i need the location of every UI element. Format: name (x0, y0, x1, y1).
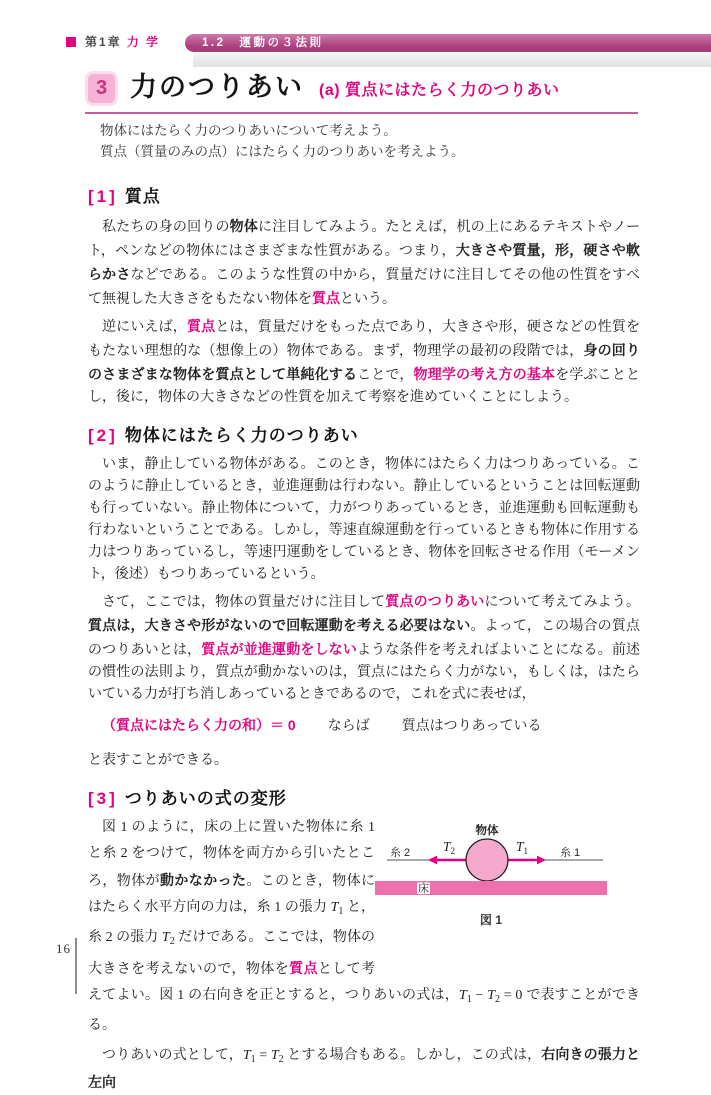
paragraph: 図 1 のように，床の上に置いた物体に糸 1 と糸 2 をつけて，物体を両方から引いたところ，物体が動かなかった。このとき，物体にはたらく水平方向の力は，糸 1 の張力 $T_1$ と，糸 2 の張力 $T_2$ だけである。ここでは，物体の大きさを考えないので，物体を質点として考えてよい。図 1 の右向きを正とすると，つりあいの式は，$T_1 - T_2 = 0$ で表すことができる。 (88, 820, 641, 1033)
chapter-label: 第1章 (85, 35, 122, 49)
lesson-number-badge: 3 (88, 74, 115, 103)
chapter-heading (66, 35, 160, 49)
section-title: 物体にはたらく力のつりあい (124, 426, 359, 445)
bracket: ] (109, 789, 116, 808)
bracket: [ (88, 187, 95, 206)
intro-line: 質点（質量のみの点）にはたらく力のつりあいを考えよう。 (100, 144, 465, 159)
paragraph: 逆にいえば，質点とは，質量だけをもった点であり，大きさや形，硬さなどの性質をもたない理想的な（想像上の）物体である。まず，物理学の最初の段階では，身の回りのさまざまな物体を質点として単純化することで，物理学の考え方の基本を学ぶこととし，後に，物体の大きさなどの性質を加えて考察を進めていくことにしよう。 (88, 318, 641, 405)
figure-1-inner (375, 823, 607, 927)
floor-bar (375, 881, 607, 895)
paragraph: いま，静止している物体がある。このとき，物体にはたらく力はつりあっている。このように静止しているとき，並進運動は行わない。静止しているということは回転運動も行っていない。静止物体について，力がつりあっているとき，並進運動も回転運動も行わないということである。しかし，等速直線運動を行っているときも物体に作用する力はつりあっているし，等速円運動をしているとき、物体を回転させる作用（モーメント，後述）もつりあっているという。 (88, 457, 640, 582)
section-number: 2 (96, 426, 108, 445)
bracket: [ (88, 789, 95, 808)
bracket: ] (109, 187, 116, 206)
figure-object-label: 物体 (475, 825, 499, 837)
arrowhead-right-icon (537, 856, 546, 865)
decorative-gray-bar (193, 53, 711, 67)
page-number: 16 (56, 941, 71, 956)
section-number: 1 (96, 187, 108, 206)
section-force-balance (88, 423, 640, 772)
section-heading (88, 423, 640, 449)
equation-connector: ならば (327, 719, 370, 734)
equation-lhs: （質点にはたらく力の和）＝ 0 (102, 717, 296, 733)
object-circle (466, 839, 508, 881)
paragraph: 私たちの身の回りの物体に注目してみよう。たとえば，机の上にあるテキストやノート，ペンなどの物体にはさまざまな性質がある。つまり，大きさや質量，形，硬さや軟らかさなどである。このような性質の中から，質量だけに注目してその他の性質をすべて無視した大きさをもたない物体を質点という。 (88, 218, 641, 307)
section-equation-transform (88, 786, 640, 1095)
main-text-column (88, 120, 640, 1095)
figure-caption: 図 1 (479, 913, 502, 927)
lesson-title-row (88, 72, 640, 103)
tension-label-t1 (516, 839, 528, 856)
tension-subscript: 1 (523, 846, 529, 856)
arrowhead-left-icon (428, 856, 437, 865)
paragraph: つりあいの式として，$T_1 = T_2$ とする場合もある。しかし，この式は，右向きの張力と左向 (88, 1046, 641, 1090)
footer-vertical-rule (75, 938, 77, 994)
tension-symbol: T (442, 839, 451, 854)
tension-subscript: 2 (450, 846, 456, 856)
lesson-subtitle: (a) 質点にはたらく力のつりあい (319, 82, 560, 99)
lesson-title-text: 力のつりあい (130, 72, 304, 102)
intro-line: 物体にはたらく力のつりあいについて考えよう。 (100, 123, 397, 138)
section-masspoint (88, 184, 640, 409)
title-underline (85, 112, 638, 114)
section-number: 3 (96, 789, 108, 808)
paragraph: さて，ここでは，物体の質量だけに注目して質点のつりあいについて考えてみよう。質点は，大きさや形がないので回転運動を考える必要はない。よって，この場合の質点のつりあいとは，質点が並進運動をしないような条件を考えればよいことになる。前述の慣性の法則より，質点が動かないのは，質点にはたらく力がない，もしくは，はたらいている力が打ち消しあっているときであるので，これを式に表せば， (88, 593, 641, 702)
tension-symbol: T (515, 839, 524, 854)
equation-followup: と表すことができる。 (88, 753, 228, 768)
floor-label: 床 (418, 883, 429, 895)
lesson-intro (100, 120, 640, 162)
string-label-left: 糸 2 (390, 847, 411, 859)
equation-rhs: 質点はつりあっている (401, 719, 542, 734)
equilibrium-equation (88, 714, 640, 738)
chapter-subject: 力 学 (126, 35, 161, 49)
section-heading (88, 184, 640, 210)
section-title: つりあいの式の変形 (124, 789, 287, 808)
bracket: ] (109, 426, 116, 445)
tension-label-t2 (443, 839, 455, 856)
figure-1 (375, 823, 640, 927)
section-banner: 1.2 運動の３法則 (185, 34, 711, 52)
bracket: [ (88, 426, 95, 445)
figure-1-diagram (375, 823, 607, 897)
string-label-right: 糸 1 (560, 847, 581, 859)
section-title: 質点 (124, 187, 161, 206)
chapter-square-icon (66, 37, 76, 47)
section-heading (88, 786, 640, 812)
